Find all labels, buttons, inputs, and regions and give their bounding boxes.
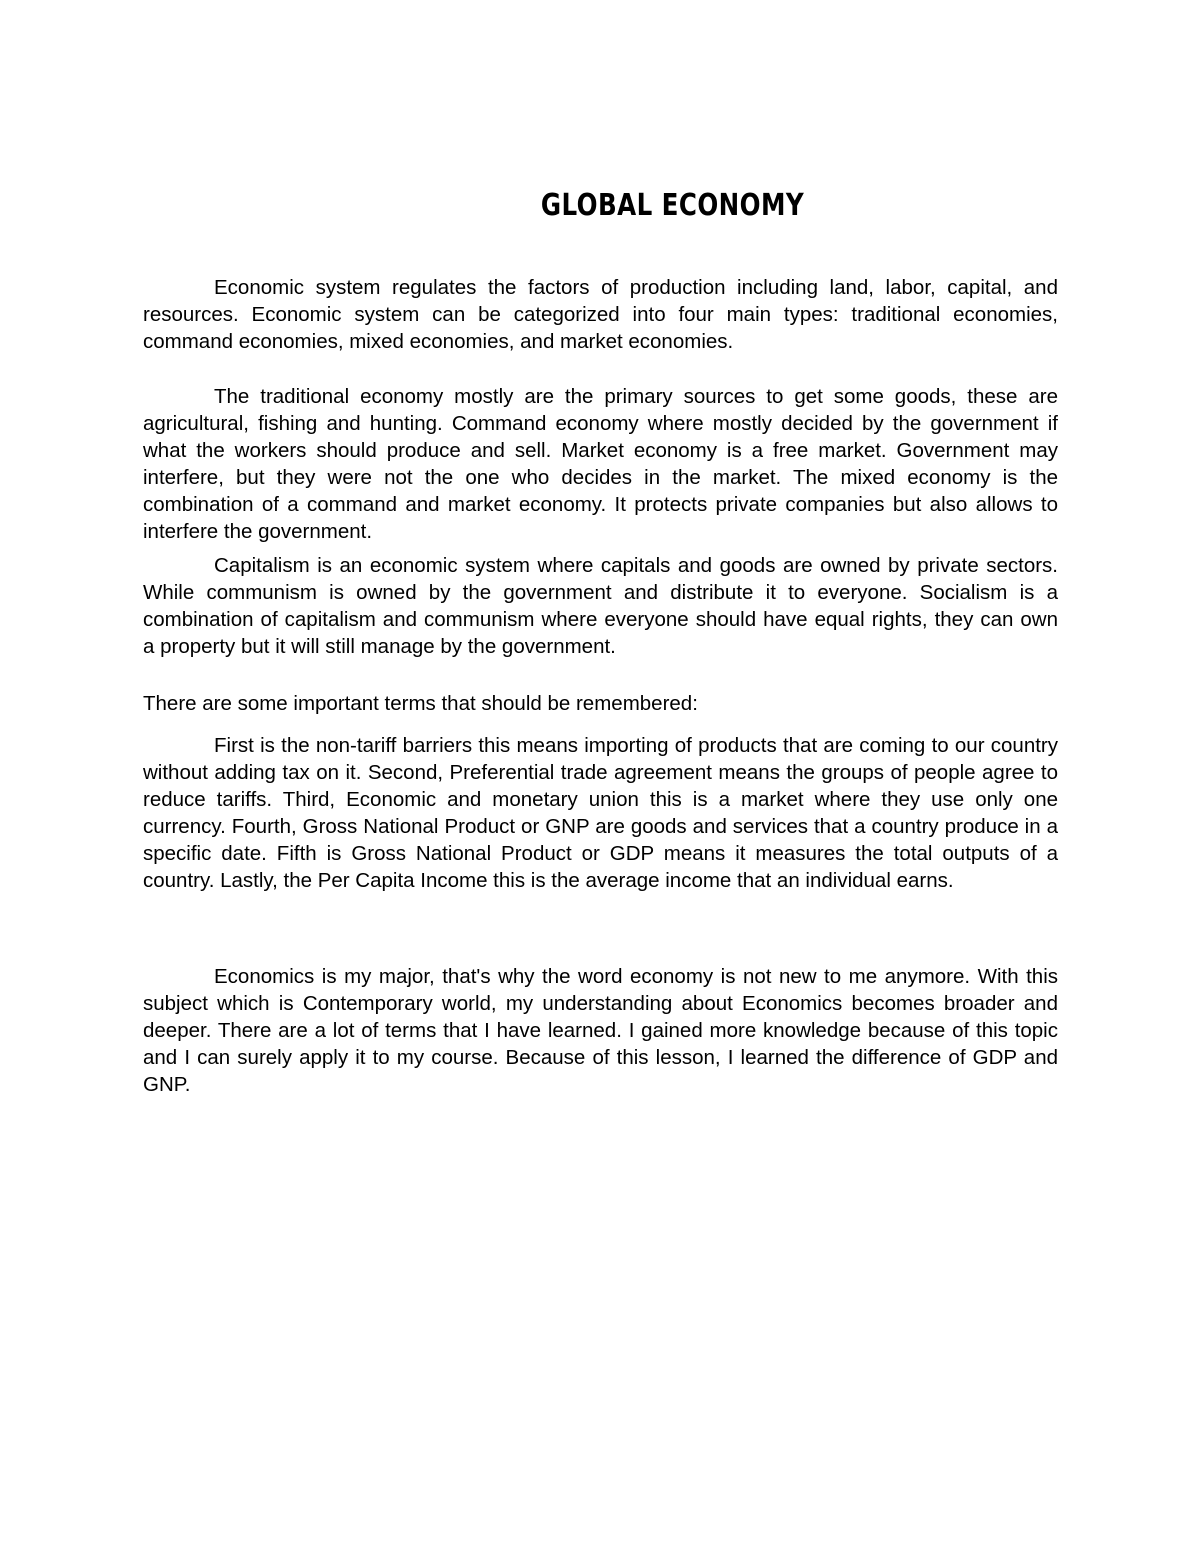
paragraph-important-terms: First is the non-tariff barriers this means importing of products that are coming to our country without adding tax on it. Second, Preferential trade agreement means the groups of people agree to reduce tariffs. Third, Economic and monetary union this is a market where they use only one currency. Fourth, Gross National Product or GNP are goods and services that a country produce in a specific date. Fifth is Gross National Product or GDP means it measures the total outputs of a country. Lastly, the Per Capita Income this is the average income that an individual earns. xyxy=(143,734,1058,892)
paragraph-important-terms-intro: There are some important terms that should be remembered: xyxy=(143,692,698,715)
paragraph-reflection: Economics is my major, that's why the word economy is not new to me anymore. With this subject which is Contemporary world, my understanding about Economics becomes broader and deeper. There are a lot of terms that I have learned. I gained more knowledge because of this topic and I can surely apply it to my course. Because of this lesson, I learned the difference of GDP and GNP. xyxy=(143,965,1058,1096)
page-title: GLOBAL ECONOMY xyxy=(540,188,805,223)
paragraph-economy-types: The traditional economy mostly are the primary sources to get some goods, these are agricultural, fishing and hunting. Command economy where mostly decided by the government if what the workers should produce and sell. Market economy is a free market. Government may interfere, but they were not the one who decides in the market. The mixed economy is the combination of a command and market economy. It protects private companies but also allows to interfere the government. xyxy=(143,385,1058,543)
paragraph-capitalism: Capitalism is an economic system where capitals and goods are owned by private sectors. While communism is owned by the government and distribute it to everyone. Socialism is a combination of capitalism and communism where everyone should have equal rights, they can own a property but it will still manage by the government. xyxy=(143,554,1058,658)
paragraph-economic-system: Economic system regulates the factors of production including land, labor, capital, and resources. Economic system can be categorized into four main types: traditional economies, command economies, mixed economies, and market economies. xyxy=(143,276,1058,353)
